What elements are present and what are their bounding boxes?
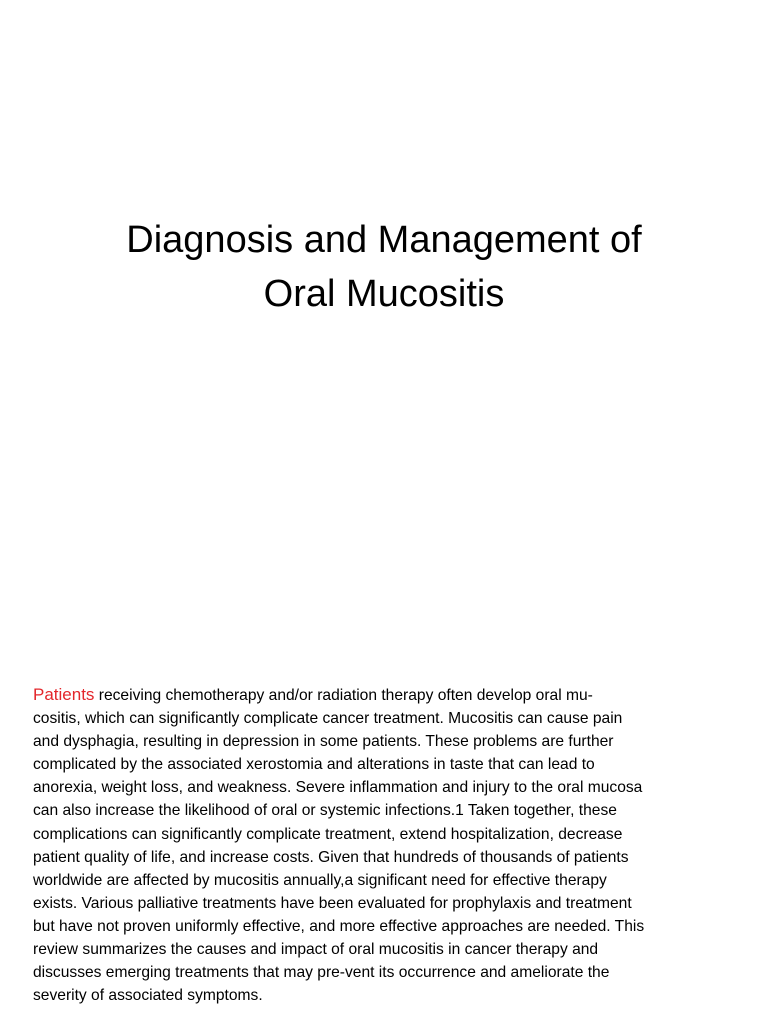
paragraph-line: review summarizes the causes and impact of oral mucositis in cancer therapy and [33, 941, 599, 959]
title-line-1: Diagnosis and Management of [126, 219, 642, 262]
paragraph-line: complicated by the associated xerostomia and alterations in taste that can lead to [33, 756, 595, 774]
paragraph-line: severity of associated symptoms. [33, 987, 263, 1005]
paragraph-line: discusses emerging treatments that may pre-vent its occurrence and ameliorate the [33, 964, 610, 982]
abstract-paragraph [33, 683, 733, 1007]
document-title [40, 213, 728, 321]
paragraph-line: exists. Various palliative treatments have been evaluated for prophylaxis and treatment [33, 894, 632, 912]
highlighted-word: Patients [33, 685, 95, 704]
paragraph-line: can also increase the likelihood of oral or systemic infections.1 Taken together, these [33, 802, 617, 820]
paragraph-line: cositis, which can significantly complicate cancer treatment. Mucositis can cause pain [33, 710, 623, 728]
paragraph-line: patient quality of life, and increase costs. Given that hundreds of thousands of patients [33, 848, 629, 866]
paragraph-line: and dysphagia, resulting in depression in some patients. These problems are further [33, 733, 614, 751]
title-line-2: Oral Mucositis [263, 273, 505, 316]
paragraph-line: worldwide are affected by mucositis annually,a significant need for effective therapy [33, 871, 607, 889]
paragraph-line-1 [33, 683, 733, 707]
paragraph-line-1-text: receiving chemotherapy and/or radiation therapy often develop oral mu- [94, 687, 593, 704]
paragraph-line: anorexia, weight loss, and weakness. Severe inflammation and injury to the oral mucosa [33, 779, 643, 797]
paragraph-line: but have not proven uniformly effective, and more effective approaches are needed. This [33, 917, 645, 935]
paragraph-line: complications can significantly complicate treatment, extend hospitalization, decrease [33, 825, 623, 843]
